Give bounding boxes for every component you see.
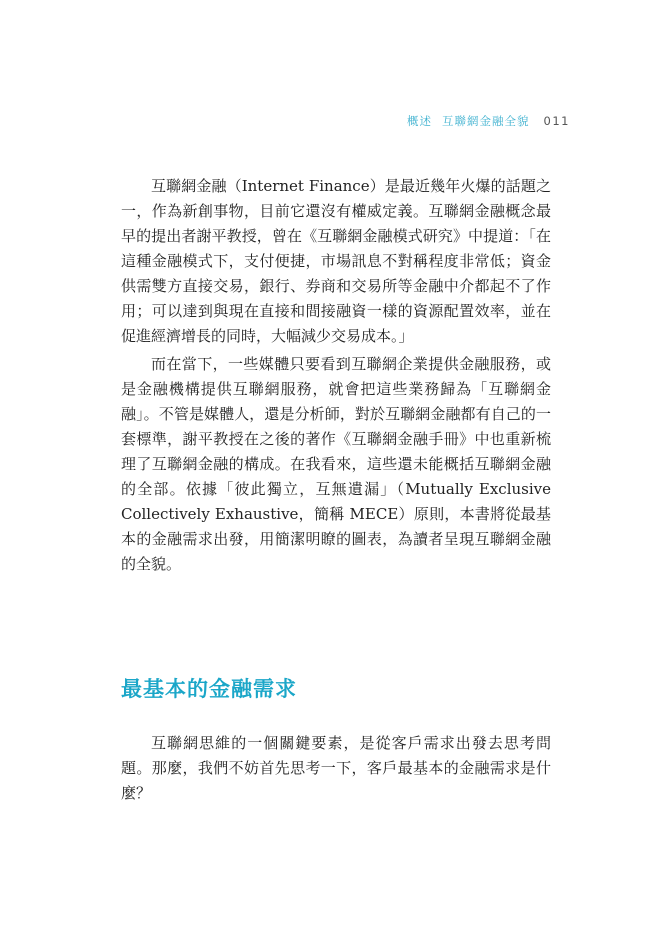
section-heading: 最基本的金融需求 bbox=[121, 677, 297, 701]
paragraph-1: 互聯網金融（Internet Finance）是最近幾年火爆的話題之一，作為新創事物，目前它還沒有權威定義。互聯網金融概念最早的提出者謝平教授，曾在《互聯網金融模式研究》中提道：「在這種金融模式下，支付便捷，市場訊息不對稱程度非常低；資金供需雙方直接交易，銀行、券商和交易所等金融中介都起不了作用；可以達到與現在直接和間接融資一樣的資源配置效率，並在促進經濟增長的同時，大幅減少交易成本。」 bbox=[121, 177, 551, 345]
header-chapter: 概述 bbox=[407, 114, 433, 128]
paragraph-2: 而在當下，一些媒體只要看到互聯網企業提供金融服務，或是金融機構提供互聯網服務，就會把這些業務歸為「互聯網金融」。不管是媒體人，還是分析師，對於互聯網金融都有自己的一套標準，謝平教授在之後的著作《互聯網金融手冊》中也重新梳理了互聯網金融的構成。在我看來，這些還未能概括互聯網金融的全部。依據「彼此獨立，互無遺漏」（Mutually Exclusive Collectively Exhaustive，簡稱 MECE）原則，本書將從最基本的金融需求出發，用簡潔明瞭的圖表，為讀者呈現互聯網金融的全貌。 bbox=[121, 355, 551, 573]
header-title: 互聯網金融全貌 bbox=[442, 114, 530, 128]
section-paragraph: 互聯網思維的一個關鍵要素，是從客戶需求出發去思考問題。那麼，我們不妨首先思考一下，客戶最基本的金融需求是什麼？ bbox=[121, 734, 551, 802]
section-body bbox=[121, 731, 551, 806]
body-text bbox=[121, 174, 551, 577]
running-header bbox=[407, 113, 570, 129]
page-number: 011 bbox=[543, 114, 570, 128]
